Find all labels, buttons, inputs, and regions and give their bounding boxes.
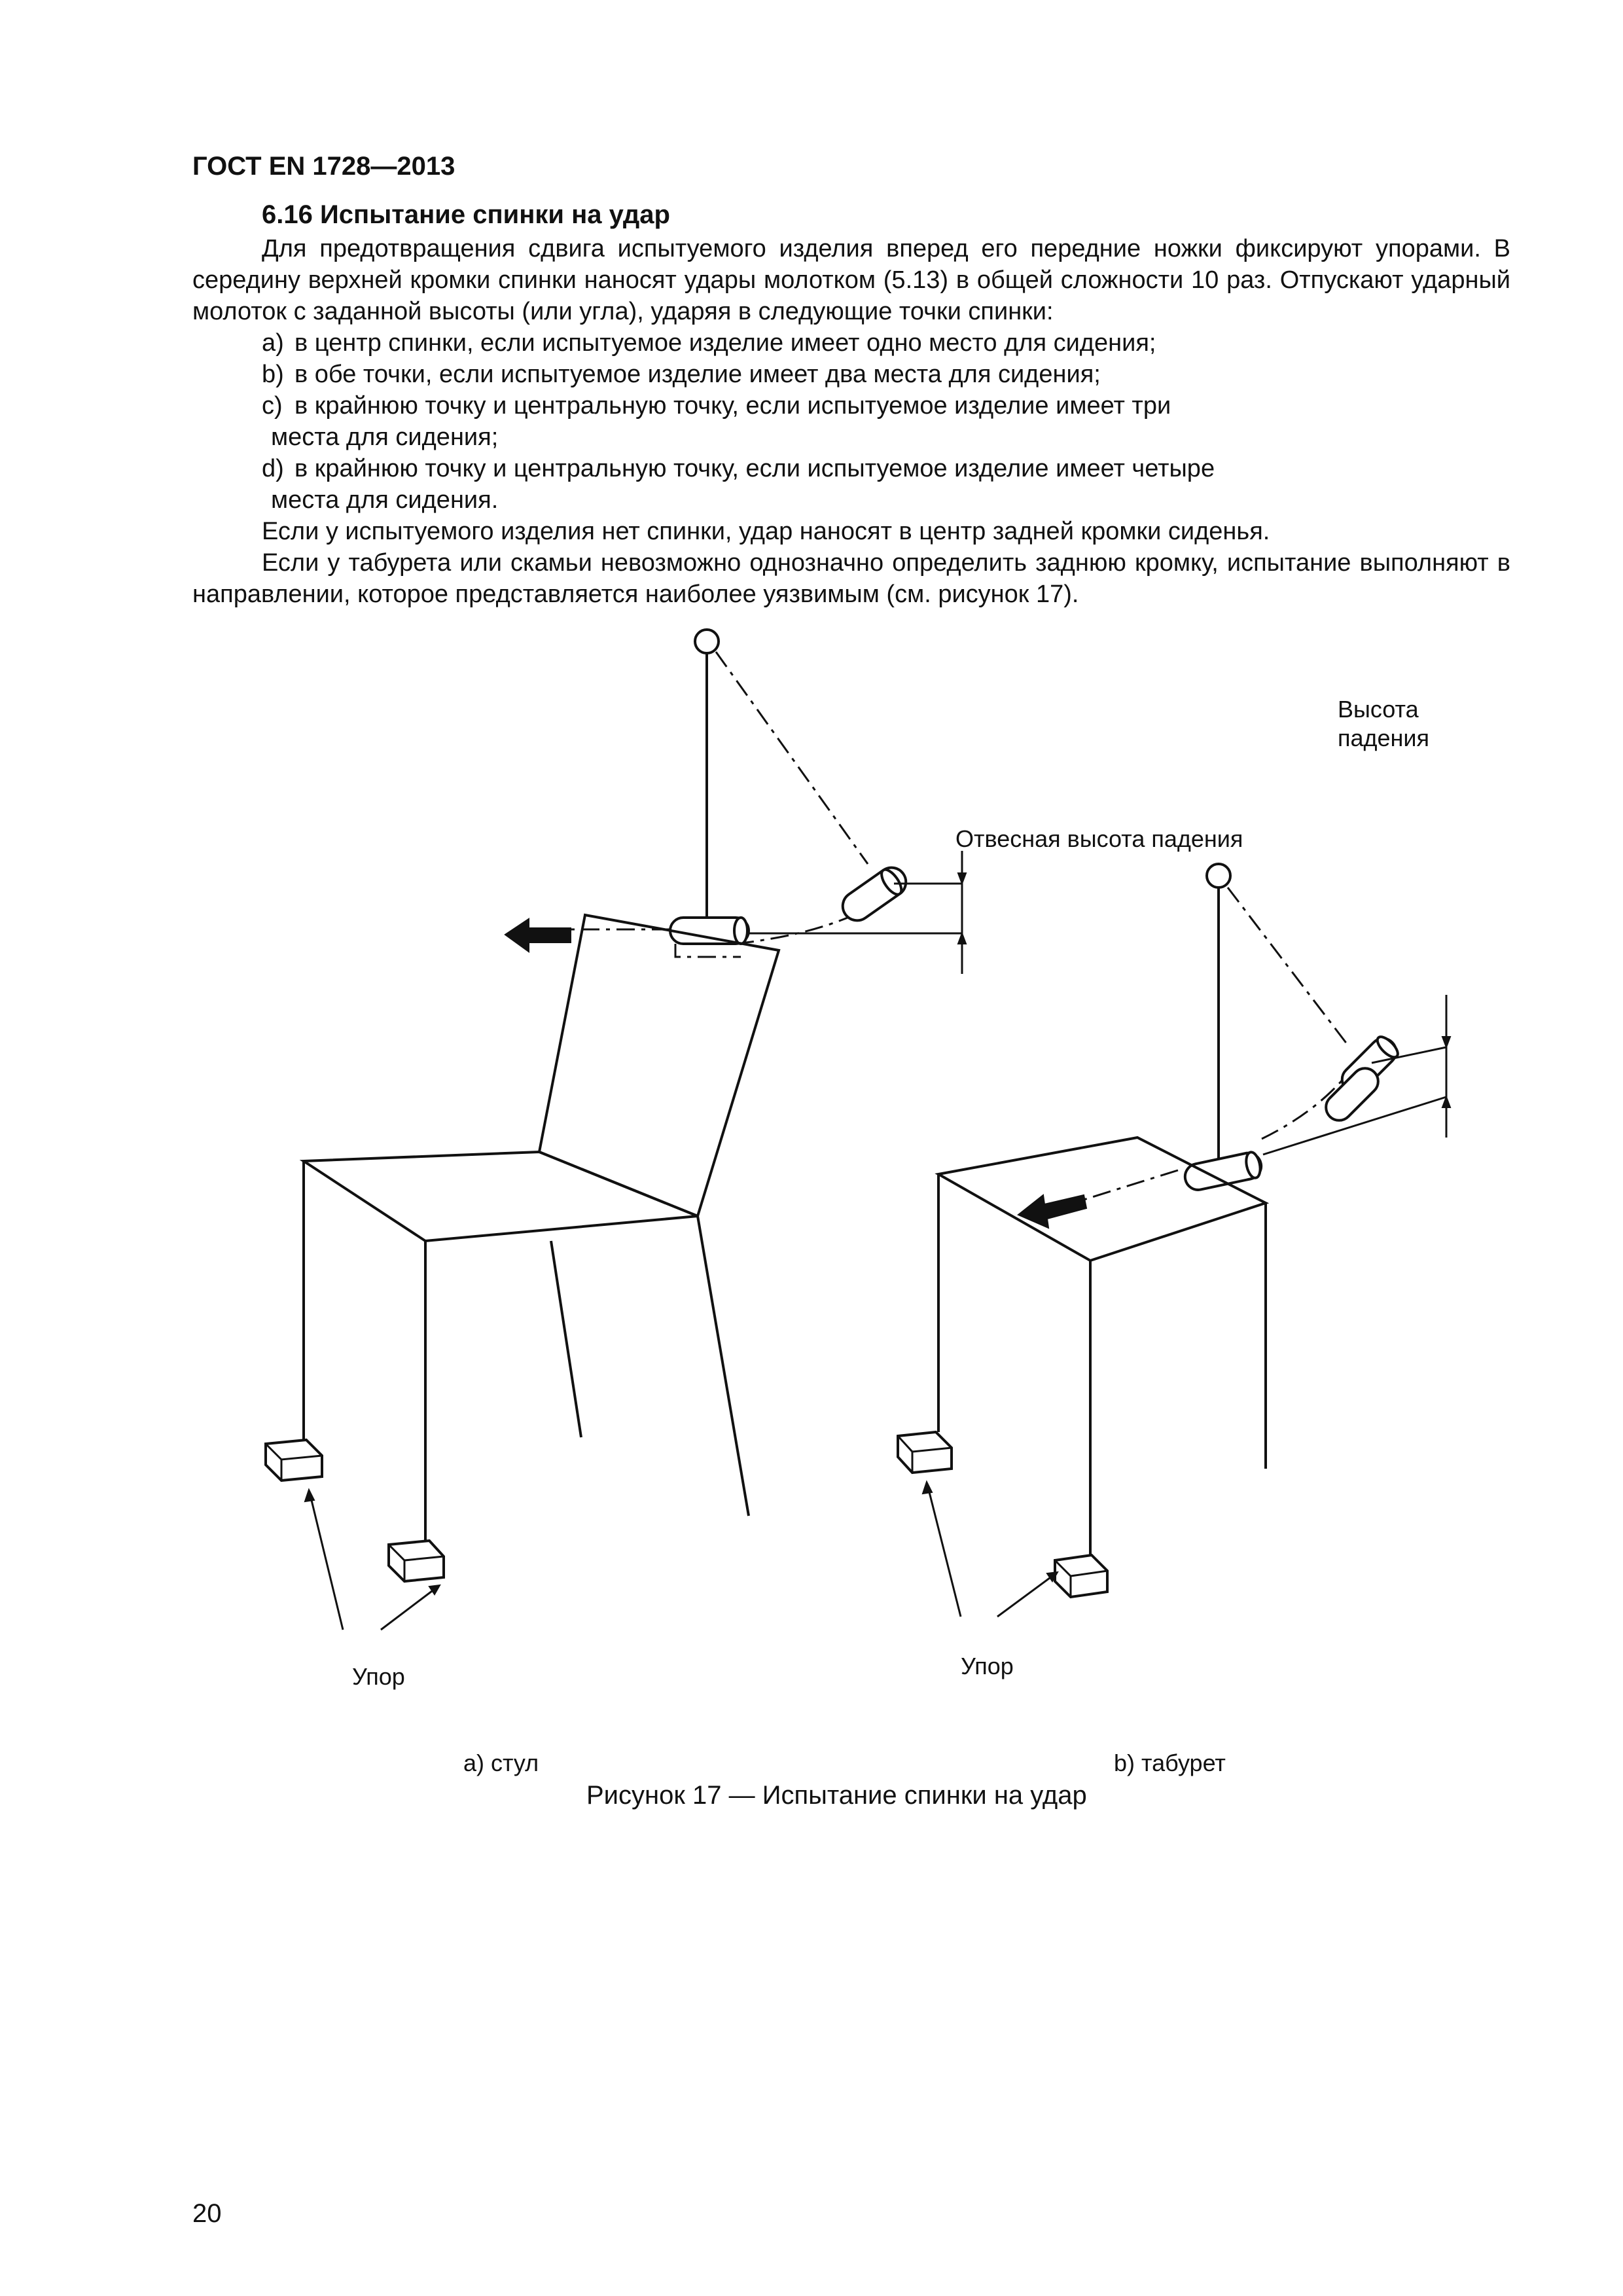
chair-drawing bbox=[266, 630, 966, 1630]
caption-a: a) стул bbox=[463, 1749, 539, 1776]
pendulum-pivot-icon bbox=[695, 630, 719, 653]
vertical-drop-height-label: Отвесная высота падения bbox=[955, 825, 1243, 852]
list-text: в обе точки, если испытуемое изделие имеет два места для сидения; bbox=[294, 361, 1101, 388]
stop-label-left: Упор bbox=[352, 1663, 405, 1690]
stool-paragraph: Если у табурета или скамьи невозможно однозначно определить заднюю кромку, испытание выполняют в направлении, которое представляется наиболее уязвимым (см. рисунок 17). bbox=[192, 549, 1510, 608]
standard-header: ГОСТ EN 1728—2013 bbox=[192, 152, 455, 181]
page-number: 20 bbox=[192, 2199, 222, 2228]
stop-block-right-icon bbox=[1055, 1555, 1107, 1597]
no-back-paragraph: Если у испытуемого изделия нет спинки, удар наносят в центр задней кромки сиденья. bbox=[262, 518, 1270, 545]
pendulum-pivot-icon bbox=[1207, 864, 1230, 888]
swing-arc bbox=[736, 916, 851, 944]
list-marker: a) bbox=[262, 329, 284, 357]
stop-label-right: Упор bbox=[961, 1653, 1014, 1679]
chair-seat bbox=[304, 1152, 698, 1241]
list-marker: d) bbox=[262, 455, 284, 482]
raised-hammer-icon bbox=[837, 862, 912, 926]
figure-title: Рисунок 17 — Испытание спинки на удар bbox=[586, 1781, 1087, 1810]
list-text-continued: места для сидения; bbox=[271, 423, 499, 451]
stop-block-left-icon bbox=[898, 1432, 952, 1473]
impact-direction-arrow bbox=[1018, 1195, 1086, 1228]
impact-direction-arrow bbox=[505, 919, 571, 952]
list-text: в крайнюю точку и центральную точку, если испытуемое изделие имеет три bbox=[294, 392, 1171, 420]
list-text: в центр спинки, если испытуемое изделие имеет одно место для сидения; bbox=[294, 329, 1156, 357]
list-text: в крайнюю точку и центральную точку, если испытуемое изделие имеет четыре bbox=[294, 455, 1215, 482]
drop-height-label-line1: Высота bbox=[1338, 696, 1419, 723]
chair-backrest bbox=[539, 915, 779, 1216]
list-marker: c) bbox=[262, 392, 283, 420]
stool-drawing bbox=[898, 864, 1450, 1617]
swing-path bbox=[716, 652, 868, 864]
section-title: 6.16 Испытание спинки на удар bbox=[262, 200, 670, 229]
intro-paragraph: Для предотвращения сдвига испытуемого изделия вперед его передние ножки фиксируют упорами. В середину верхней кромки спинки наносят удары молотком (5.13) в общей сложности 10 раз. Отпускают ударный молоток с заданной высоты (или угла), ударяя в следующие точки спинки: bbox=[192, 235, 1510, 325]
impact-hammer-icon bbox=[1183, 1151, 1264, 1193]
list-marker: b) bbox=[262, 361, 284, 388]
chair-leg-back-right bbox=[698, 1216, 749, 1516]
caption-b: b) табурет bbox=[1114, 1749, 1226, 1776]
chair-leg-back-left bbox=[551, 1241, 581, 1437]
list-text-continued: места для сидения. bbox=[271, 486, 499, 514]
drop-height-label-line2: падения bbox=[1338, 725, 1430, 751]
stop-block-right-icon bbox=[389, 1541, 444, 1581]
stop-block-left-icon bbox=[266, 1440, 322, 1480]
stool-seat bbox=[938, 1138, 1266, 1261]
swing-path bbox=[1228, 888, 1349, 1047]
